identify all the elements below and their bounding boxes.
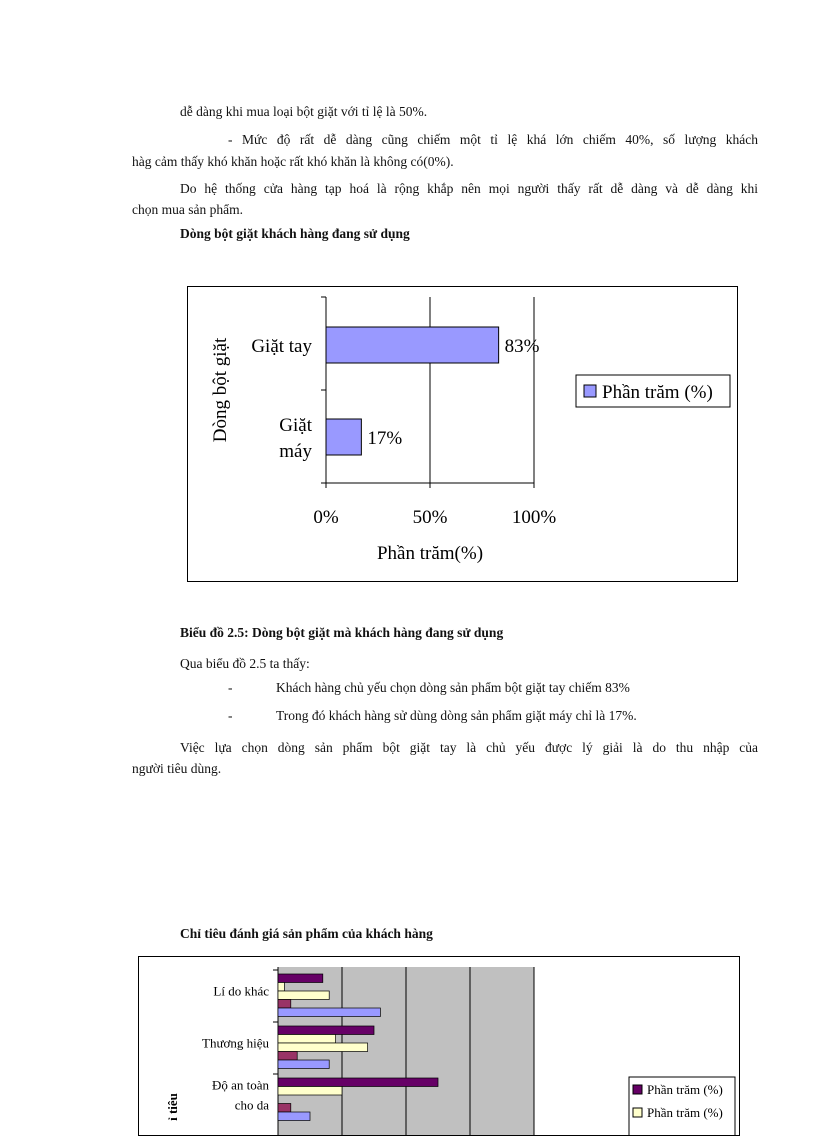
figure-caption: Biểu đồ 2.5: Dòng bột giặt mà khách hàng đang sử dụng xyxy=(180,625,504,640)
data-label: 83% xyxy=(504,336,540,357)
section-heading: Dòng bột giặt khách hàng đang sử dụng xyxy=(180,226,410,241)
bar xyxy=(278,1000,291,1009)
category-label: Thương hiệu xyxy=(202,1035,269,1051)
legend-label: Phần trăm (%) xyxy=(602,382,713,403)
bar xyxy=(278,1078,438,1087)
y-axis-title: Dòng bột giặt xyxy=(210,337,231,443)
bar xyxy=(278,1008,380,1017)
paragraph-line: - Mức độ rất dễ dàng cũng chiếm một tỉ lệ khá lớn chiếm 40%, số lượng khách xyxy=(228,132,758,147)
intro-line: Qua biểu đồ 2.5 ta thấy: xyxy=(180,656,310,671)
paragraph-line: hàg cảm thấy khó khăn hoặc rất khó khăn là không có(0%). xyxy=(132,154,454,169)
bar xyxy=(326,419,361,455)
legend-swatch xyxy=(633,1085,642,1094)
x-axis-title: Phần trăm(%) xyxy=(376,543,484,564)
bullet-dash: - xyxy=(228,680,233,695)
y-axis-title: ỉ tiêu xyxy=(165,1093,180,1121)
data-label: 17% xyxy=(367,428,403,449)
bullet-text: Trong đó khách hàng sử dùng dòng sản phẩm giặt máy chỉ là 17%. xyxy=(276,708,637,723)
category-label: Độ an toàn xyxy=(211,1077,269,1093)
chart-chi-tieu xyxy=(138,956,740,1136)
bullet-dash: - xyxy=(228,708,233,723)
section-heading: Chỉ tiêu đánh giá sản phẩm của khách hàng xyxy=(180,926,433,941)
bar xyxy=(326,327,499,363)
bar xyxy=(278,1035,336,1044)
legend-label: Phần trăm (%) xyxy=(647,1082,723,1097)
x-tick-label: 50% xyxy=(412,507,448,528)
paragraph-line: Do hệ thống cửa hàng tạp hoá là rộng khắp nên mọi người thấy rất dễ dàng và dễ dàng khi xyxy=(180,181,758,196)
x-tick-label: 0% xyxy=(313,507,339,528)
category-label: máy xyxy=(279,441,312,462)
bar xyxy=(278,1112,310,1121)
paragraph-line: người tiêu dùng. xyxy=(132,761,222,776)
legend-swatch xyxy=(584,385,596,397)
bar xyxy=(278,974,323,983)
bullet-text: Khách hàng chủ yếu chọn dòng sản phẩm bột giặt tay chiếm 83% xyxy=(276,680,630,695)
x-tick-label: 100% xyxy=(511,507,557,528)
bar xyxy=(278,1043,368,1052)
legend-swatch xyxy=(633,1108,642,1117)
legend-label: Phần trăm (%) xyxy=(647,1105,723,1120)
bar xyxy=(278,1104,291,1113)
chart-bot-giat xyxy=(187,286,738,582)
category-label: Giặt tay xyxy=(251,336,312,357)
bar xyxy=(278,991,329,1000)
paragraph-line: dễ dàng khi mua loại bột giặt với tỉ lệ là 50%. xyxy=(180,104,428,119)
category-label: Giặt xyxy=(279,415,312,436)
category-label: cho da xyxy=(234,1097,269,1113)
bar xyxy=(278,1060,329,1069)
paragraph-line: chọn mua sản phẩm. xyxy=(132,202,243,217)
bar xyxy=(278,1052,297,1061)
paragraph-line: Việc lựa chọn dòng sản phẩm bột giặt tay là chủ yếu được lý giải là do thu nhập của xyxy=(180,740,758,755)
bar xyxy=(278,1087,342,1096)
bar xyxy=(278,1026,374,1035)
bar xyxy=(278,983,284,992)
category-label: Lí do khác xyxy=(213,983,269,999)
